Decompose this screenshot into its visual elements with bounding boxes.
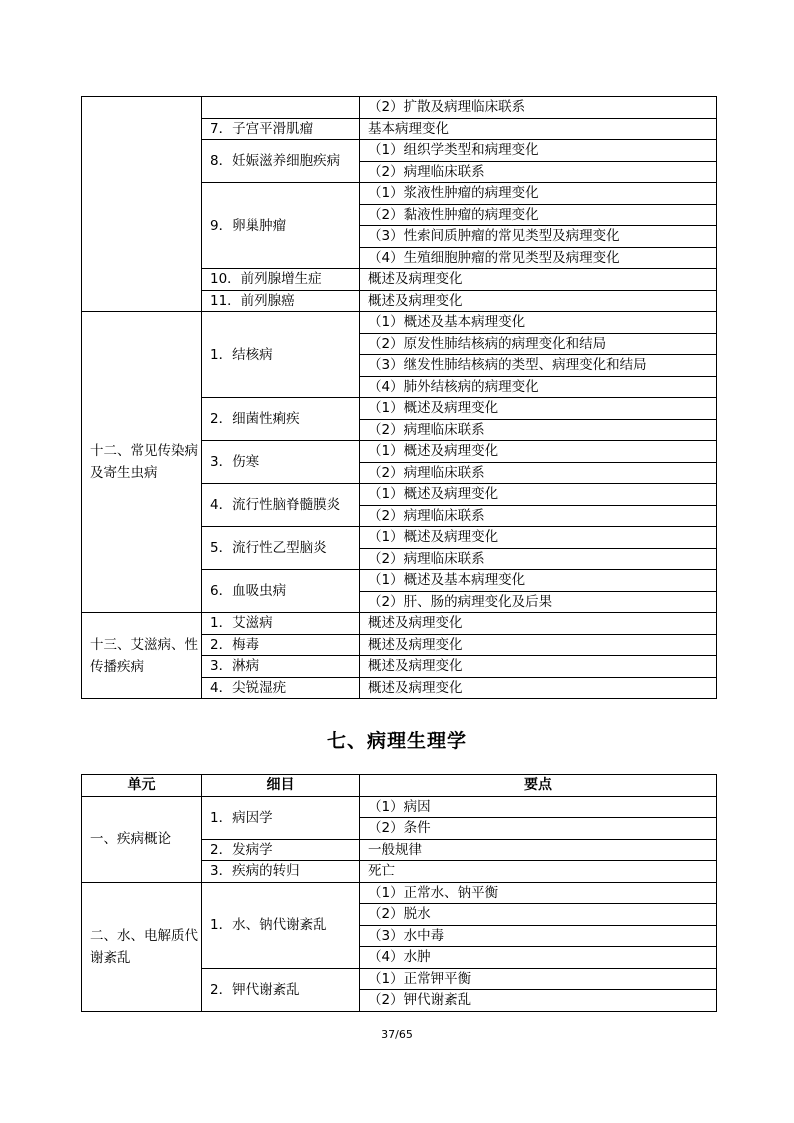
point-cell: （4）生殖细胞肿瘤的常见类型及病理变化 [360,247,717,269]
point-cell: （4）水肿 [360,947,717,969]
table-row [82,97,717,119]
point-cell: 概述及病理变化 [360,677,717,699]
point-cell: 概述及病理变化 [360,269,717,291]
item-cell: 4．流行性脑脊髓膜炎 [202,484,360,527]
point-cell: （2）病理临床联系 [360,161,717,183]
table-row [82,613,717,635]
item-cell: 2．细菌性痢疾 [202,398,360,441]
point-cell: 概述及病理变化 [360,656,717,678]
item-cell: 8．妊娠滋养细胞疾病 [202,140,360,183]
point-cell: （1）概述及基本病理变化 [360,312,717,334]
item-cell: 1．水、钠代谢紊乱 [202,882,360,968]
point-cell: （3）水中毒 [360,925,717,947]
point-cell: 死亡 [360,861,717,883]
item-cell: 2．钾代谢紊乱 [202,968,360,1011]
point-cell: （1）组织学类型和病理变化 [360,140,717,162]
point-cell: （1）概述及病理变化 [360,441,717,463]
point-cell: 基本病理变化 [360,118,717,140]
unit-cell: 二、水、电解质代谢紊乱 [82,882,202,1011]
item-cell: 10．前列腺增生症 [202,269,360,291]
table-row [82,882,717,904]
point-cell: （2）病理临床联系 [360,548,717,570]
page-number: 37/65 [381,1028,413,1041]
item-cell: 9．卵巢肿瘤 [202,183,360,269]
item-cell: 1．病因学 [202,796,360,839]
point-cell: （1）浆液性肿瘤的病理变化 [360,183,717,205]
point-cell: （1）概述及基本病理变化 [360,570,717,592]
item-cell: 6．血吸虫病 [202,570,360,613]
point-cell: （2）病理临床联系 [360,419,717,441]
item-cell: 5．流行性乙型脑炎 [202,527,360,570]
item-cell [202,97,360,119]
point-cell: （1）病因 [360,796,717,818]
item-cell: 2．梅毒 [202,634,360,656]
point-cell: （3）继发性肺结核病的类型、病理变化和结局 [360,355,717,377]
table-row [82,796,717,818]
point-cell: （2）扩散及病理临床联系 [360,97,717,119]
item-cell: 7．子宫平滑肌瘤 [202,118,360,140]
point-cell: （2）病理临床联系 [360,462,717,484]
point-cell: （1）正常钾平衡 [360,968,717,990]
unit-cell: 十三、艾滋病、性传播疾病 [82,613,202,699]
column-header-point: 要点 [360,775,717,797]
point-cell: （1）概述及病理变化 [360,398,717,420]
point-cell: （2）原发性肺结核病的病理变化和结局 [360,333,717,355]
item-cell: 4．尖锐湿疣 [202,677,360,699]
table-row [82,312,717,334]
point-cell: （2）钾代谢紊乱 [360,990,717,1012]
point-cell: （2）肝、肠的病理变化及后果 [360,591,717,613]
point-cell: （2）条件 [360,818,717,840]
point-cell: 一般规律 [360,839,717,861]
section-title: 七、病理生理学 [326,730,467,752]
point-cell: （2）脱水 [360,904,717,926]
item-cell: 3．伤寒 [202,441,360,484]
point-cell: 概述及病理变化 [360,290,717,312]
item-cell: 2．发病学 [202,839,360,861]
column-header-item: 细目 [202,775,360,797]
point-cell: （1）正常水、钠平衡 [360,882,717,904]
point-cell: （1）概述及病理变化 [360,484,717,506]
point-cell: 概述及病理变化 [360,634,717,656]
item-cell: 1．艾滋病 [202,613,360,635]
column-header-unit: 单元 [82,775,202,797]
point-cell: （3）性索间质肿瘤的常见类型及病理变化 [360,226,717,248]
point-cell: （1）概述及病理变化 [360,527,717,549]
point-cell: （4）肺外结核病的病理变化 [360,376,717,398]
item-cell: 3．疾病的转归 [202,861,360,883]
unit-cell: 十二、常见传染病及寄生虫病 [82,312,202,613]
item-cell: 11．前列腺癌 [202,290,360,312]
point-cell: （2）病理临床联系 [360,505,717,527]
syllabus-table-pathophysiology [81,774,717,1012]
point-cell: 概述及病理变化 [360,613,717,635]
unit-cell [82,97,202,312]
point-cell: （2）黏液性肿瘤的病理变化 [360,204,717,226]
table-header-row [82,775,717,797]
syllabus-table-pathology [81,96,717,699]
item-cell: 1．结核病 [202,312,360,398]
item-cell: 3．淋病 [202,656,360,678]
unit-cell: 一、疾病概论 [82,796,202,882]
